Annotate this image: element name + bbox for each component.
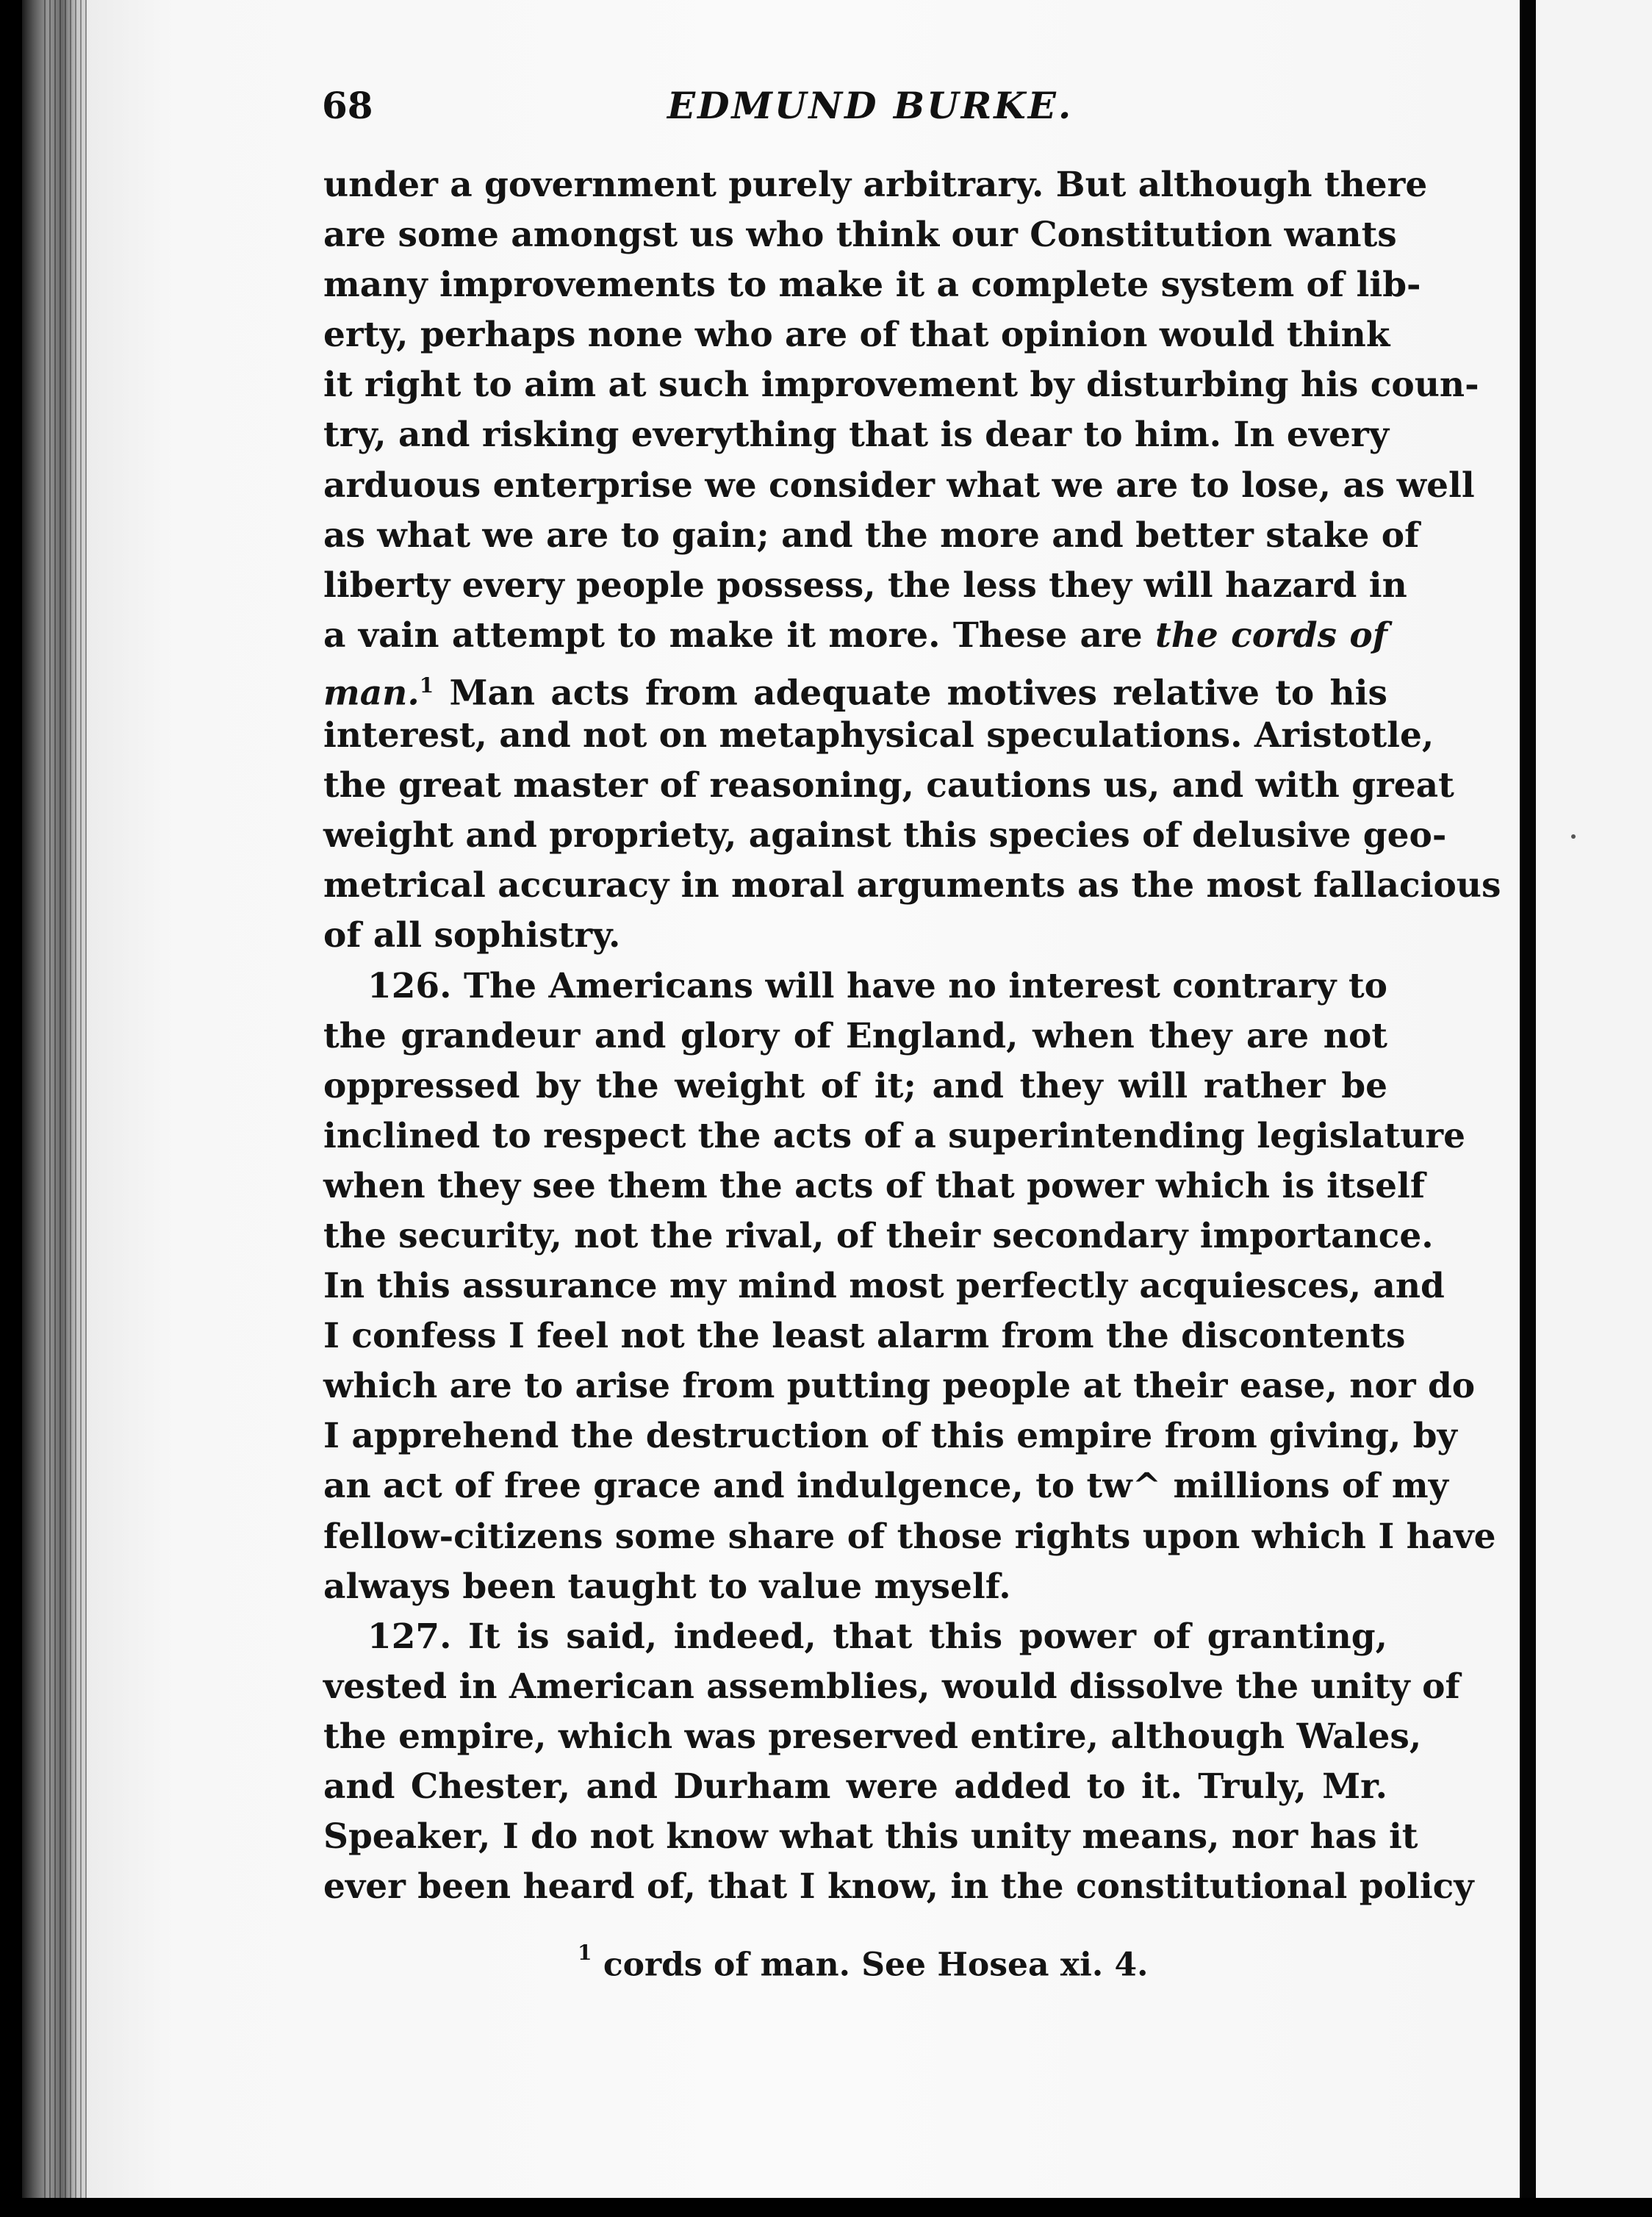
- text-line: the great master of reasoning, cautions us, and with great: [323, 765, 1454, 806]
- text-line: many improvements to make it a complete system of lib-: [323, 265, 1421, 306]
- adjacent-page-margin: [1536, 0, 1652, 2217]
- text-line: liberty every people possess, the less they will hazard in: [323, 565, 1407, 606]
- text-line: try, and risking everything that is dear to him. In every: [323, 415, 1390, 456]
- text-line: it right to aim at such improvement by disturbing his coun-: [323, 365, 1479, 406]
- text-line: I confess I feel not the least alarm from the discontents: [323, 1316, 1406, 1357]
- italic-phrase: the cords of: [1154, 615, 1387, 656]
- page-gutter: [1520, 0, 1536, 2217]
- text-line: erty, perhaps none who are of that opinion would think: [323, 315, 1390, 356]
- paragraph-start-line: 126. The Americans will have no interest contrary to: [367, 965, 1387, 1006]
- text-line: In this assurance my mind most perfectly acquiesces, and: [323, 1266, 1445, 1307]
- paragraph-end-line: always been taught to value myself.: [323, 1566, 1011, 1607]
- text-segment: Man acts from adequate motives relative to his: [449, 673, 1387, 714]
- paragraph-end-line: of all sophistry.: [323, 915, 621, 956]
- text-line: an act of free grace and indulgence, to tw^ millions of my: [323, 1466, 1448, 1507]
- text-line: the empire, which was preserved entire, although Wales,: [323, 1716, 1422, 1757]
- page-stack-edge: [44, 0, 88, 2217]
- paragraph-start-line: 127. It is said, indeed, that this power of granting,: [367, 1616, 1387, 1657]
- text-line: which are to arise from putting people at their ease, nor do: [323, 1366, 1476, 1407]
- text-line-with-italic: [323, 611, 1387, 661]
- bottom-scan-edge: [0, 2198, 1652, 2217]
- running-head: [322, 78, 1379, 138]
- running-title: EDMUND BURKE.: [667, 84, 1074, 127]
- text-line: and Chester, and Durham were added to it. Truly, Mr.: [323, 1766, 1387, 1807]
- text-line: the security, not the rival, of their secondary importance.: [323, 1215, 1434, 1256]
- text-line: are some amongst us who think our Constitution wants: [323, 215, 1397, 256]
- text-line: ever been heard of, that I know, in the constitutional policy: [323, 1866, 1474, 1908]
- text-line: interest, and not on metaphysical speculations. Aristotle,: [323, 715, 1434, 756]
- text-line: fellow-citizens some share of those rights upon which I have: [323, 1516, 1496, 1557]
- page-number: 68: [322, 84, 373, 127]
- footnote-reference: 1: [419, 673, 434, 698]
- text-line: under a government purely arbitrary. But although there: [323, 165, 1428, 205]
- text-line: arduous enterprise we consider what we are to lose, as well: [323, 465, 1475, 506]
- text-line: oppressed by the weight of it; and they will rather be: [323, 1065, 1387, 1106]
- text-segment: a vain attempt to make it more. These are: [323, 615, 1143, 656]
- text-line: metrical accuracy in moral arguments as the most fallacious: [323, 865, 1501, 906]
- text-line: the grandeur and glory of England, when they are not: [323, 1015, 1387, 1056]
- text-line: inclined to respect the acts of a superintending legislature: [323, 1115, 1466, 1156]
- text-line: weight and propriety, against this species of delusive geo-: [323, 815, 1447, 856]
- footnote: [578, 1941, 1149, 1984]
- text-line: as what we are to gain; and the more and better stake of: [323, 515, 1420, 556]
- text-line-with-italic: [323, 661, 1387, 714]
- footnote-marker: 1: [578, 1941, 592, 1965]
- text-line: when they see them the acts of that power which is itself: [323, 1165, 1426, 1206]
- footnote-text: cords of man. See Hosea xi. 4.: [603, 1946, 1149, 1984]
- speck-mark: [1571, 834, 1576, 839]
- body-text: [323, 160, 1501, 1912]
- italic-phrase: man.: [323, 673, 420, 714]
- text-line: Speaker, I do not know what this unity means, nor has it: [323, 1816, 1418, 1858]
- text-line: vested in American assemblies, would dissolve the unity of: [323, 1666, 1460, 1707]
- text-line: I apprehend the destruction of this empire from giving, by: [323, 1416, 1457, 1457]
